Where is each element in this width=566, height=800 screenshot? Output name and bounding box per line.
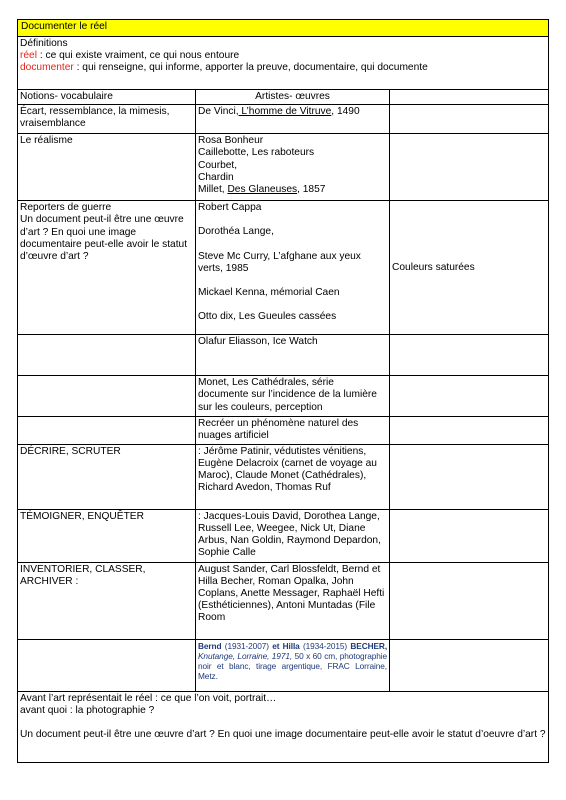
third-reporters: Couleurs saturées xyxy=(390,201,549,335)
third-eliasson xyxy=(390,335,549,376)
title-row xyxy=(18,20,549,37)
header-row xyxy=(18,90,549,105)
table-row-inventorier xyxy=(18,562,549,639)
reporter-artist: Steve Mc Curry, L’afghane aux yeux verts, 1985 xyxy=(198,250,361,274)
table-row-eliasson xyxy=(18,335,549,376)
term-documenter: documenter xyxy=(20,62,74,74)
becher-dates-bernd: (1931-2007) xyxy=(221,640,273,651)
reporter-artist: Mickael Kenna, mémorial Caen xyxy=(198,287,340,299)
def-documenter: : qui renseigne, qui informe, apporter la preuve, documentaire, qui documente xyxy=(73,62,428,74)
artist-ecart-work: L’homme de Vitruve xyxy=(238,106,332,118)
millet-work: Des Glaneuses xyxy=(227,184,298,196)
artist-realisme xyxy=(196,134,390,201)
third-realisme xyxy=(390,134,549,201)
table-row-temoigner xyxy=(18,509,549,562)
header-artistes: Artistes- œuvres xyxy=(196,90,390,105)
third-decrire xyxy=(390,444,549,509)
definition-reel xyxy=(20,50,546,62)
table-row-ecart xyxy=(18,105,549,134)
table-row-monet xyxy=(18,376,549,417)
artist-inventorier: August Sander, Carl Blossfeldt, Bernd et Hilla Becher, Roman Opalka, John Coplans, Anette Messager, Raphaël Hefti (Esthéticiennes), Antoni Muntadas (File Room xyxy=(196,562,390,639)
third-ecart xyxy=(390,105,549,134)
realisme-millet xyxy=(198,184,387,196)
reporter-artist: Otto dix, Les Gueules cassées xyxy=(198,311,337,323)
realisme-line: Rosa Bonheur xyxy=(198,135,264,147)
becher-work-details: 50 x 60 cm, photographie noir et blanc, tirage argentique, FRAC Lorraine, Metz. xyxy=(198,650,388,681)
term-reel: réel xyxy=(20,50,37,62)
definition-documenter xyxy=(20,62,546,74)
document-table xyxy=(17,19,549,763)
page-title: Documenter le réel xyxy=(18,20,549,37)
notion-monet xyxy=(18,376,196,417)
artist-nuages: Recréer un phénomène naturel des nuages artificiel xyxy=(196,417,390,444)
notion-nuages xyxy=(18,417,196,444)
notion-becher xyxy=(18,639,196,691)
artist-reporters xyxy=(196,201,390,335)
definitions-row xyxy=(18,37,549,90)
table-row-decrire xyxy=(18,444,549,509)
millet-prefix: Millet, xyxy=(198,184,228,196)
artist-decrire: : Jérôme Patinir, védutistes vénitiens, Eugène Delacroix (carnet de voyage au Maroc), Claude Monet (Cathédrales), Richard Avedon, Thomas Ruf xyxy=(196,444,390,509)
notion-realisme: Le réalisme xyxy=(18,134,196,201)
artist-eliasson: Olafur Eliasson, Ice Watch xyxy=(196,335,390,376)
becher-name-bernd: Bernd xyxy=(198,640,222,651)
artist-temoigner: : Jacques-Louis David, Dorothea Lange, Russell Lee, Weegee, Nick Ut, Diane Arbus, Nan Goldin, Raymond Depardon, Sophie Calle xyxy=(196,509,390,562)
notion-eliasson xyxy=(18,335,196,376)
becher-surname: BECHER, xyxy=(350,640,388,651)
notion-inventorier: INVENTORIER, CLASSER, ARCHIVER : xyxy=(18,562,196,639)
artist-monet: Monet, Les Cathédrales, série documente sur l’incidence de la lumière sur les couleurs, perception xyxy=(196,376,390,417)
footer-line: Avant l’art représentait le réel : ce que l’on voit, portrait… xyxy=(20,692,277,704)
artist-ecart-suffix: , 1490 xyxy=(331,106,360,118)
table-row-reporters xyxy=(18,201,549,335)
notion-temoigner: TÉMOIGNER, ENQUÊTER xyxy=(18,509,196,562)
table-row-nuages xyxy=(18,417,549,444)
becher-name-hilla: et Hilla xyxy=(272,640,300,651)
realisme-line: Chardin xyxy=(198,171,234,183)
definitions-heading: Définitions xyxy=(20,38,68,49)
footer-row xyxy=(18,691,549,762)
table-row-realisme xyxy=(18,134,549,201)
notion-reporters: Reporters de guerre Un document peut-il être une œuvre d’art ? En quoi une image documentaire peut-elle avoir le statut d’œuvre d’art ? xyxy=(18,201,196,335)
becher-dates-hilla: (1934-2015) xyxy=(299,640,351,651)
reporter-artist: Dorothéa Lange, xyxy=(198,226,274,238)
reporter-artist: Robert Cappa xyxy=(198,202,262,214)
header-notions: Notions- vocabulaire xyxy=(18,90,196,105)
notion-ecart: Écart, ressemblance, la mimesis, vraisemblance xyxy=(18,105,196,134)
notion-decrire: DÉCRIRE, SCRUTER xyxy=(18,444,196,509)
footer-question: Un document peut-il être une œuvre d’art ? En quoi une image documentaire peut-elle avoir le statut d’oeuvre d’art ? xyxy=(20,729,546,741)
footer-cell xyxy=(18,691,549,762)
header-third xyxy=(390,90,549,105)
artist-becher-caption xyxy=(196,639,390,691)
artist-ecart xyxy=(196,105,390,134)
third-nuages xyxy=(390,417,549,444)
millet-suffix: , 1857 xyxy=(297,184,326,196)
footer-line: avant quoi : la photographie ? xyxy=(20,704,155,716)
realisme-line: Caillebotte, Les raboteurs xyxy=(198,147,315,159)
artist-ecart-prefix: De Vinci, xyxy=(198,106,239,118)
realisme-line: Courbet, xyxy=(198,159,238,171)
third-inventorier xyxy=(390,562,549,639)
third-monet xyxy=(390,376,549,417)
def-reel: : ce qui existe vraiment, ce qui nous entoure xyxy=(37,50,240,62)
table-row-becher xyxy=(18,639,549,691)
third-becher xyxy=(390,639,549,691)
definitions-cell xyxy=(18,37,549,90)
becher-work-title: Knutange, Lorraine, 1971, xyxy=(198,650,293,661)
third-temoigner xyxy=(390,509,549,562)
